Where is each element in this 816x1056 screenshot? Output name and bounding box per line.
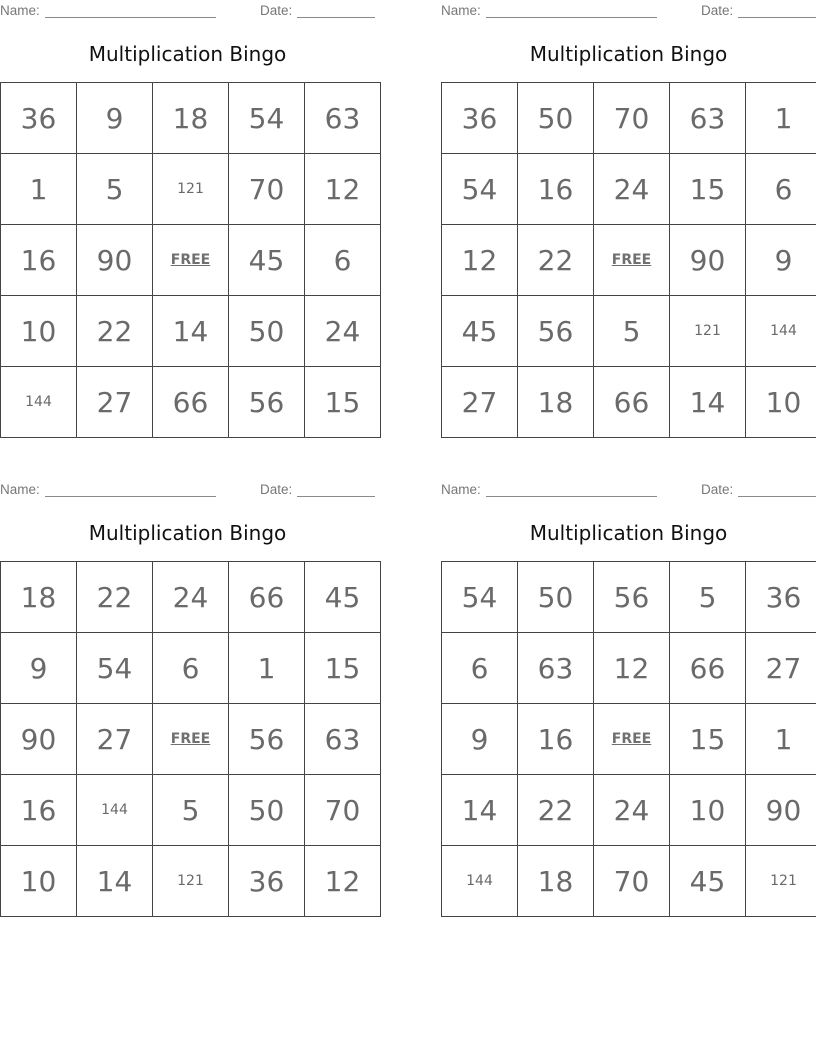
bingo-row	[442, 846, 816, 917]
bingo-cell: 10	[1, 296, 77, 367]
bingo-cell: 144	[77, 775, 153, 846]
bingo-cell: 27	[77, 704, 153, 775]
bingo-cell: 22	[518, 225, 594, 296]
bingo-cell: 14	[442, 775, 518, 846]
bingo-cell: 10	[1, 846, 77, 917]
bingo-cell: 27	[746, 633, 816, 704]
date-label: Date:	[260, 482, 293, 497]
bingo-cell: 54	[442, 562, 518, 633]
bingo-cell: 22	[518, 775, 594, 846]
bingo-cell: 121	[746, 846, 816, 917]
bingo-row	[442, 367, 816, 438]
bingo-cell: 70	[305, 775, 381, 846]
bingo-grid	[0, 561, 381, 917]
bingo-row	[1, 296, 381, 367]
card-title: Multiplication Bingo	[88, 521, 287, 545]
bingo-cell: 18	[518, 846, 594, 917]
bingo-cell: 6	[746, 154, 816, 225]
bingo-cell: 121	[670, 296, 746, 367]
bingo-cell: 45	[670, 846, 746, 917]
bingo-cell: 63	[670, 83, 746, 154]
bingo-card	[0, 0, 375, 436]
bingo-row	[1, 367, 381, 438]
bingo-cell: 54	[77, 633, 153, 704]
bingo-cell: 16	[1, 775, 77, 846]
bingo-cell: 5	[77, 154, 153, 225]
bingo-cell: 63	[305, 704, 381, 775]
bingo-cell: 45	[442, 296, 518, 367]
free-space: FREE	[153, 225, 229, 296]
date-line	[738, 17, 816, 18]
bingo-cell: 1	[746, 83, 816, 154]
bingo-cell: 16	[1, 225, 77, 296]
bingo-cell: 144	[442, 846, 518, 917]
bingo-cell: 15	[670, 704, 746, 775]
bingo-row	[442, 225, 816, 296]
bingo-cell: 90	[670, 225, 746, 296]
bingo-cell: 5	[594, 296, 670, 367]
bingo-row	[1, 154, 381, 225]
free-space: FREE	[594, 704, 670, 775]
bingo-grid	[441, 561, 816, 917]
card-header	[0, 3, 375, 19]
bingo-row	[442, 704, 816, 775]
bingo-cell: 66	[153, 367, 229, 438]
bingo-cell: 27	[77, 367, 153, 438]
name-label: Name:	[0, 482, 40, 497]
bingo-cell: 56	[229, 367, 305, 438]
bingo-cell: 18	[153, 83, 229, 154]
date-line	[297, 496, 375, 497]
bingo-cell: 16	[518, 154, 594, 225]
date-label: Date:	[701, 482, 734, 497]
bingo-cell: 121	[153, 154, 229, 225]
bingo-cell: 144	[1, 367, 77, 438]
bingo-cell: 22	[77, 562, 153, 633]
bingo-cell: 45	[305, 562, 381, 633]
date-label: Date:	[701, 3, 734, 18]
bingo-cell: 12	[594, 633, 670, 704]
date-label: Date:	[260, 3, 293, 18]
bingo-cell: 70	[229, 154, 305, 225]
bingo-cell: 24	[153, 562, 229, 633]
bingo-cell: 6	[153, 633, 229, 704]
bingo-cell: 10	[746, 367, 816, 438]
bingo-cell: 66	[670, 633, 746, 704]
bingo-row	[1, 704, 381, 775]
bingo-row	[442, 296, 816, 367]
bingo-cell: 5	[670, 562, 746, 633]
bingo-card	[0, 479, 375, 915]
free-space: FREE	[594, 225, 670, 296]
bingo-cell: 24	[594, 775, 670, 846]
name-line	[45, 496, 216, 497]
bingo-card	[441, 0, 816, 436]
bingo-cell: 12	[442, 225, 518, 296]
bingo-row	[442, 83, 816, 154]
card-title: Multiplication Bingo	[529, 42, 728, 66]
bingo-cell: 22	[77, 296, 153, 367]
bingo-cell: 50	[518, 83, 594, 154]
bingo-cell: 18	[518, 367, 594, 438]
bingo-cell: 56	[229, 704, 305, 775]
bingo-cell: 36	[442, 83, 518, 154]
bingo-cell: 15	[305, 633, 381, 704]
date-line	[297, 17, 375, 18]
bingo-row	[442, 633, 816, 704]
bingo-cell: 50	[518, 562, 594, 633]
bingo-cell: 15	[670, 154, 746, 225]
bingo-row	[1, 225, 381, 296]
bingo-cell: 90	[746, 775, 816, 846]
bingo-cell: 56	[518, 296, 594, 367]
bingo-row	[1, 846, 381, 917]
bingo-cell: 63	[305, 83, 381, 154]
bingo-cell: 15	[305, 367, 381, 438]
bingo-cell: 9	[1, 633, 77, 704]
card-header	[441, 482, 816, 498]
card-title: Multiplication Bingo	[88, 42, 287, 66]
bingo-cell: 90	[1, 704, 77, 775]
bingo-cell: 121	[153, 846, 229, 917]
bingo-cell: 36	[229, 846, 305, 917]
bingo-row	[442, 775, 816, 846]
bingo-cell: 9	[442, 704, 518, 775]
name-line	[45, 17, 216, 18]
bingo-cell: 14	[77, 846, 153, 917]
bingo-cell: 18	[1, 562, 77, 633]
bingo-card	[441, 479, 816, 915]
bingo-cell: 27	[442, 367, 518, 438]
card-title: Multiplication Bingo	[529, 521, 728, 545]
bingo-cell: 66	[594, 367, 670, 438]
bingo-cell: 10	[670, 775, 746, 846]
bingo-cell: 6	[442, 633, 518, 704]
bingo-cell: 14	[670, 367, 746, 438]
name-line	[486, 17, 657, 18]
bingo-cell: 50	[229, 775, 305, 846]
bingo-cell: 1	[229, 633, 305, 704]
bingo-cell: 54	[229, 83, 305, 154]
bingo-cell: 54	[442, 154, 518, 225]
name-label: Name:	[0, 3, 40, 18]
bingo-cell: 36	[1, 83, 77, 154]
card-header	[0, 482, 375, 498]
date-line	[738, 496, 816, 497]
bingo-cell: 90	[77, 225, 153, 296]
bingo-grid	[441, 82, 816, 438]
free-space: FREE	[153, 704, 229, 775]
bingo-grid	[0, 82, 381, 438]
name-label: Name:	[441, 3, 481, 18]
name-line	[486, 496, 657, 497]
bingo-cell: 70	[594, 846, 670, 917]
bingo-cell: 24	[594, 154, 670, 225]
bingo-row	[1, 633, 381, 704]
bingo-row	[442, 154, 816, 225]
bingo-cell: 6	[305, 225, 381, 296]
bingo-cell: 16	[518, 704, 594, 775]
card-header	[441, 3, 816, 19]
bingo-row	[1, 775, 381, 846]
bingo-cell: 5	[153, 775, 229, 846]
bingo-row	[1, 562, 381, 633]
bingo-cell: 36	[746, 562, 816, 633]
bingo-cell: 66	[229, 562, 305, 633]
bingo-cell: 45	[229, 225, 305, 296]
bingo-cell: 24	[305, 296, 381, 367]
bingo-row	[1, 83, 381, 154]
bingo-cell: 50	[229, 296, 305, 367]
bingo-cell: 12	[305, 846, 381, 917]
bingo-row	[442, 562, 816, 633]
bingo-cell: 56	[594, 562, 670, 633]
bingo-cell: 63	[518, 633, 594, 704]
bingo-cell: 70	[594, 83, 670, 154]
bingo-cell: 1	[1, 154, 77, 225]
name-label: Name:	[441, 482, 481, 497]
bingo-cell: 1	[746, 704, 816, 775]
bingo-cell: 144	[746, 296, 816, 367]
bingo-cell: 9	[77, 83, 153, 154]
bingo-cell: 14	[153, 296, 229, 367]
bingo-cell: 9	[746, 225, 816, 296]
bingo-cell: 12	[305, 154, 381, 225]
